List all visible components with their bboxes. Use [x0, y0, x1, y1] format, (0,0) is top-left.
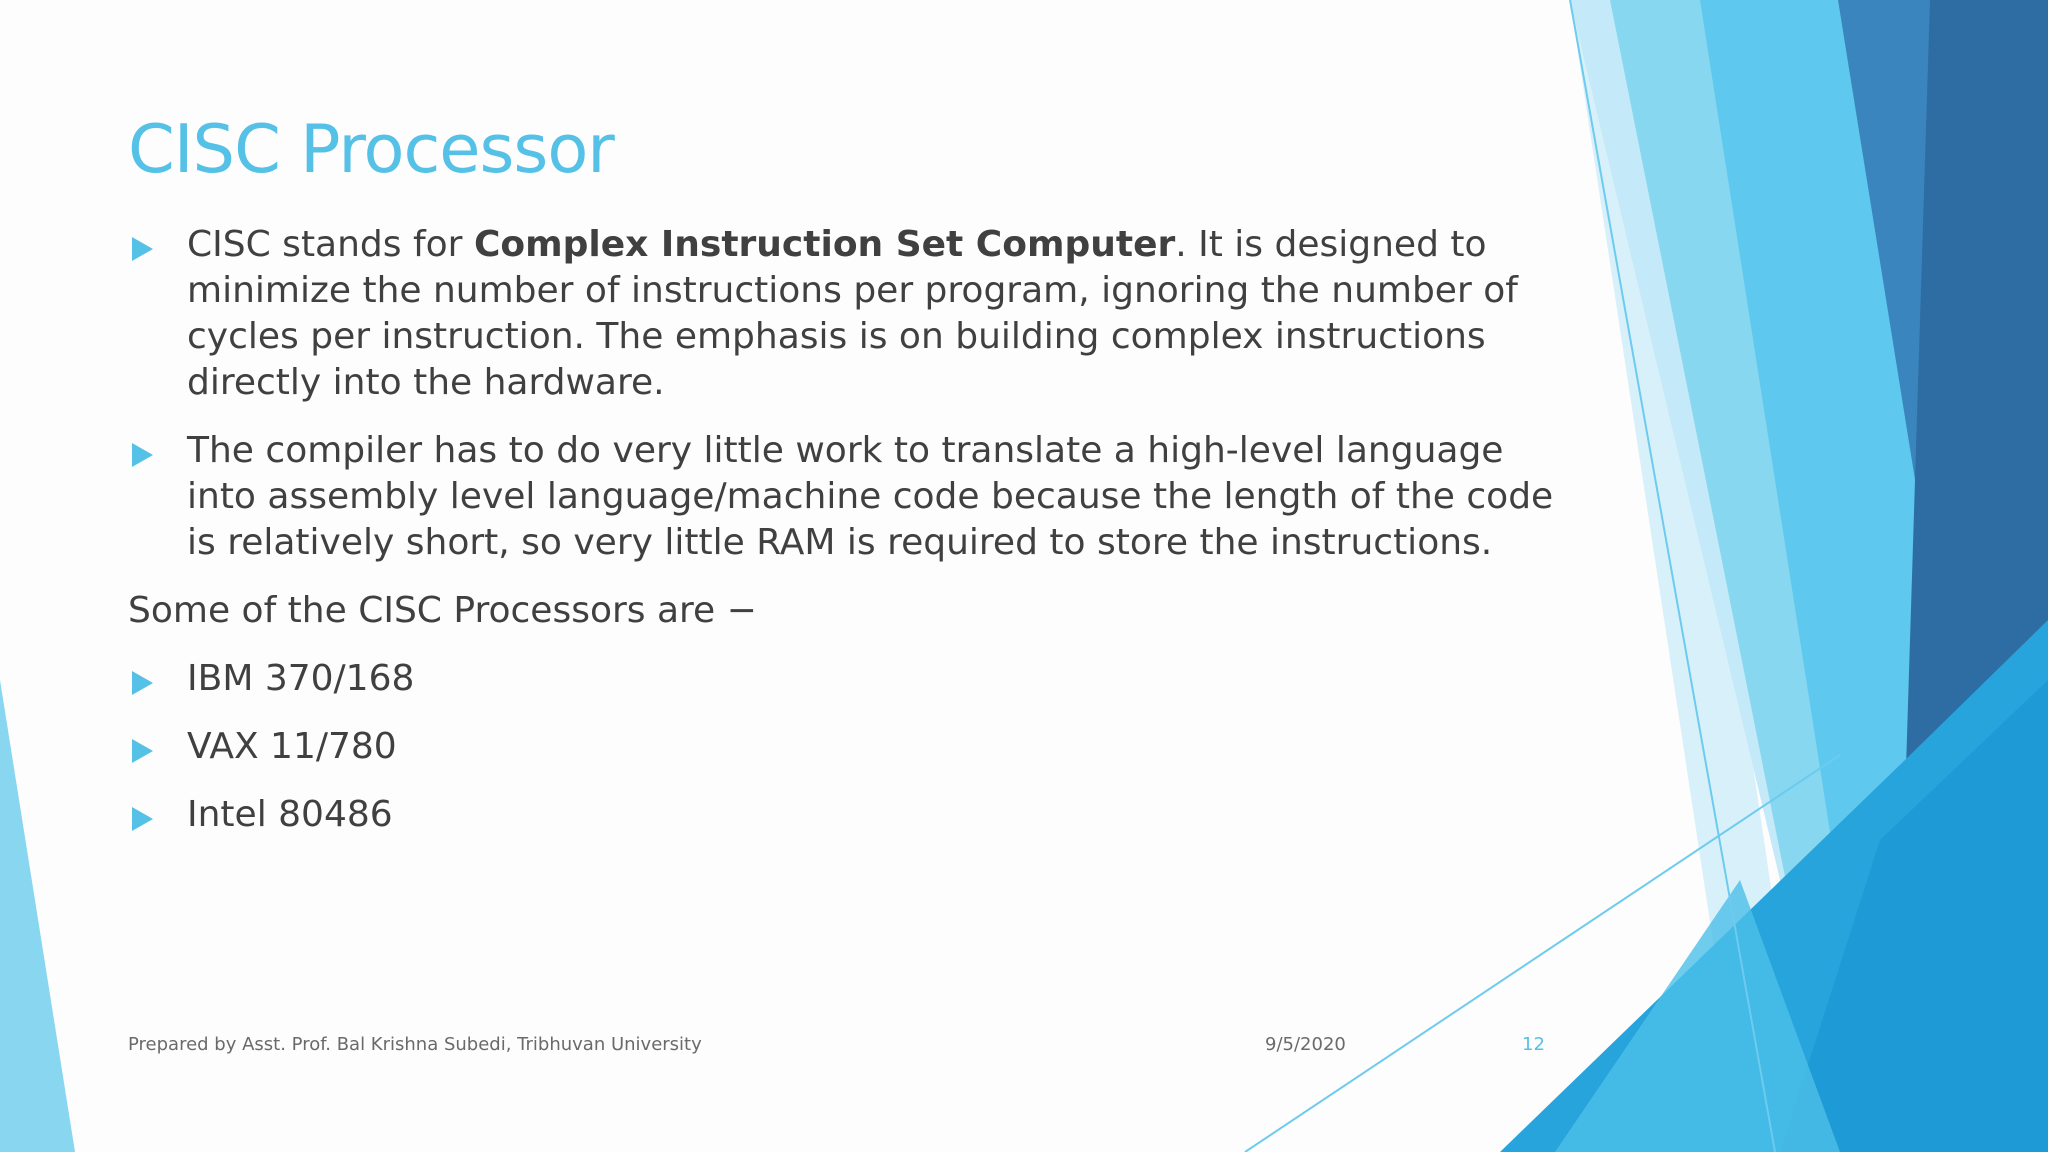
processor-name: IBM 370/168 — [187, 658, 415, 699]
processor-name: Intel 80486 — [187, 794, 393, 835]
bullet-compiler — [128, 428, 1568, 566]
processors-subheading: Some of the CISC Processors are − — [128, 590, 757, 631]
processor-name: VAX 11/780 — [187, 726, 397, 767]
slide-number: 12 — [1522, 1034, 1545, 1055]
slide-title: CISC Processor — [128, 110, 614, 188]
bullet-bold-term: Complex Instruction Set Computer — [473, 224, 1176, 265]
bullet-cisc-definition — [128, 222, 1568, 406]
bullet-text: . It is designed to minimize the number of instructions per program, ignoring the number of cycles per instruction. The emphasis is on building complex instructions directly into the hardware. — [187, 224, 1518, 403]
processor-item — [128, 724, 1568, 770]
processor-item — [128, 792, 1568, 838]
left-deco-shape — [0, 680, 75, 1152]
footer-author: Prepared by Asst. Prof. Bal Krishna Subedi, Tribhuvan University — [128, 1034, 702, 1055]
bullet-arrow-icon — [132, 237, 153, 261]
bullet-text: CISC stands for — [187, 224, 474, 265]
bullet-arrow-icon — [132, 807, 153, 831]
footer-date: 9/5/2020 — [1265, 1034, 1346, 1055]
processor-item — [128, 656, 1568, 702]
slide-content — [128, 222, 1568, 860]
bullet-text: The compiler has to do very little work to translate a high-level language into assembly level language/machine code because the length of the code is relatively short, so very little RAM is required to store the instructions. — [187, 430, 1554, 563]
bullet-arrow-icon — [132, 671, 153, 695]
bullet-arrow-icon — [132, 443, 153, 467]
bullet-arrow-icon — [132, 739, 153, 763]
